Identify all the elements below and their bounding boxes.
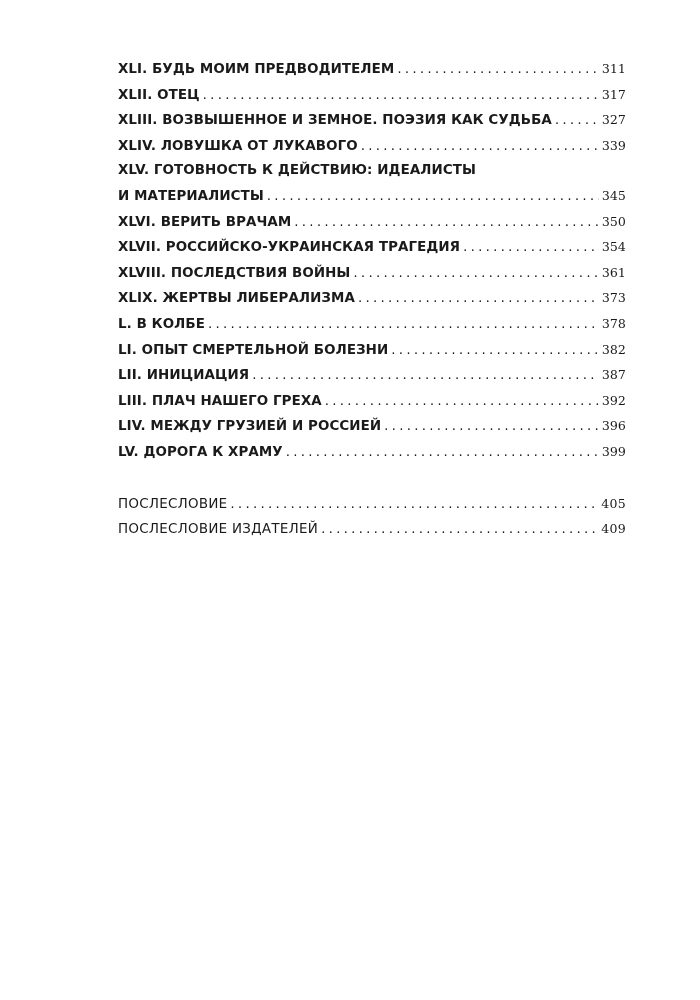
toc-entry-page: 392: [601, 392, 626, 408]
toc-entry-page: 345: [601, 187, 626, 203]
toc-entry: [118, 389, 626, 415]
toc-entry-title: LV. ДОРОГА К ХРАМУ: [118, 444, 283, 460]
toc-entry-page: 317: [601, 86, 626, 102]
toc-entry-title: LI. ОПЫТ СМЕРТЕЛЬНОЙ БОЛЕЗНИ: [118, 342, 389, 358]
toc-back-matter-entry: [118, 517, 626, 543]
toc-entry-title: ПОСЛЕСЛОВИЕ: [118, 496, 228, 512]
toc-entry-page: 405: [601, 495, 626, 511]
toc-entry-title: XLVI. ВЕРИТЬ ВРАЧАМ: [118, 214, 292, 230]
toc-entry: [118, 338, 626, 364]
dot-leader: [203, 84, 599, 109]
dot-leader: [286, 441, 599, 466]
dot-leader: [397, 58, 599, 83]
toc-entry-title: XLVII. РОССИЙСКО-УКРАИНСКАЯ ТРАГЕДИЯ: [118, 240, 461, 256]
toc-entry: [118, 210, 626, 236]
toc-entry-title: XLII. ОТЕЦ: [118, 87, 200, 103]
toc-entry-title: XLVIII. ПОСЛЕДСТВИЯ ВОЙНЫ: [118, 265, 351, 281]
dot-leader: [267, 185, 599, 210]
toc-entry: [118, 108, 626, 134]
toc-entry-page: 339: [601, 137, 626, 153]
dot-leader: [230, 493, 598, 518]
toc-entry-title: XLIII. ВОЗВЫШЕННОЕ И ЗЕМНОЕ. ПОЭЗИЯ КАК СУДЬБА: [118, 113, 552, 129]
toc-entry-page: 409: [601, 521, 626, 537]
dot-leader: [555, 109, 599, 134]
toc-entry-page: 350: [601, 213, 626, 229]
toc-entry: [118, 440, 626, 466]
dot-leader: [463, 236, 599, 261]
toc-entry-page: 378: [601, 315, 626, 331]
toc-entry-page: 361: [601, 264, 626, 280]
dot-leader: [325, 390, 599, 415]
toc-entry-title: LIV. МЕЖДУ ГРУЗИЕЙ И РОССИЕЙ: [118, 419, 382, 435]
toc-entry-page: 396: [601, 418, 626, 434]
toc-entry: [118, 286, 626, 312]
toc-entry-page: 399: [601, 443, 626, 459]
toc-entry: [118, 312, 626, 338]
dot-leader: [384, 415, 599, 440]
toc-entry-title: LIII. ПЛАЧ НАШЕГО ГРЕХА: [118, 393, 322, 409]
toc-entry-page: 327: [601, 112, 626, 128]
toc-entry-title-line1: XLV. ГОТОВНОСТЬ К ДЕЙСТВИЮ: ИДЕАЛИСТЫ: [118, 163, 476, 179]
toc-entry: [118, 83, 626, 109]
dot-leader: [252, 364, 599, 389]
toc-entry-page: 311: [601, 61, 626, 76]
toc-entry: [118, 235, 626, 261]
dot-leader: [358, 287, 599, 312]
section-gap: [118, 466, 626, 492]
dot-leader: [391, 339, 599, 364]
dot-leader: [321, 518, 598, 543]
toc-entry: [118, 414, 626, 440]
toc-entry-page: 354: [601, 239, 626, 255]
dot-leader: [294, 211, 599, 236]
toc-entry-page: 387: [601, 367, 626, 383]
toc-entry-page: 382: [601, 341, 626, 357]
toc-back-matter-entry: [118, 492, 626, 518]
dot-leader: [208, 313, 599, 338]
toc-entry-title: И МАТЕРИАЛИСТЫ: [118, 188, 264, 204]
toc-entry-page: 373: [601, 290, 626, 306]
dot-leader: [353, 262, 598, 287]
toc-entry-title: XLI. БУДЬ МОИМ ПРЕДВОДИТЕЛЕМ: [118, 62, 395, 77]
toc-entry-title: L. В КОЛБЕ: [118, 316, 205, 332]
toc-entry: [118, 261, 626, 287]
toc-entry-title: ПОСЛЕСЛОВИЕ ИЗДАТЕЛЕЙ: [118, 522, 319, 538]
table-of-contents: [118, 57, 626, 543]
toc-entry-title: XLIX. ЖЕРТВЫ ЛИБЕРАЛИЗМА: [118, 291, 355, 307]
toc-entry-title: LII. ИНИЦИАЦИЯ: [118, 368, 250, 384]
toc-entry: [118, 159, 626, 209]
toc-entry-title: XLIV. ЛОВУШКА ОТ ЛУКАВОГО: [118, 138, 358, 154]
toc-entry: [118, 363, 626, 389]
toc-entry: [118, 57, 626, 83]
dot-leader: [361, 135, 599, 160]
toc-entry: [118, 134, 626, 160]
